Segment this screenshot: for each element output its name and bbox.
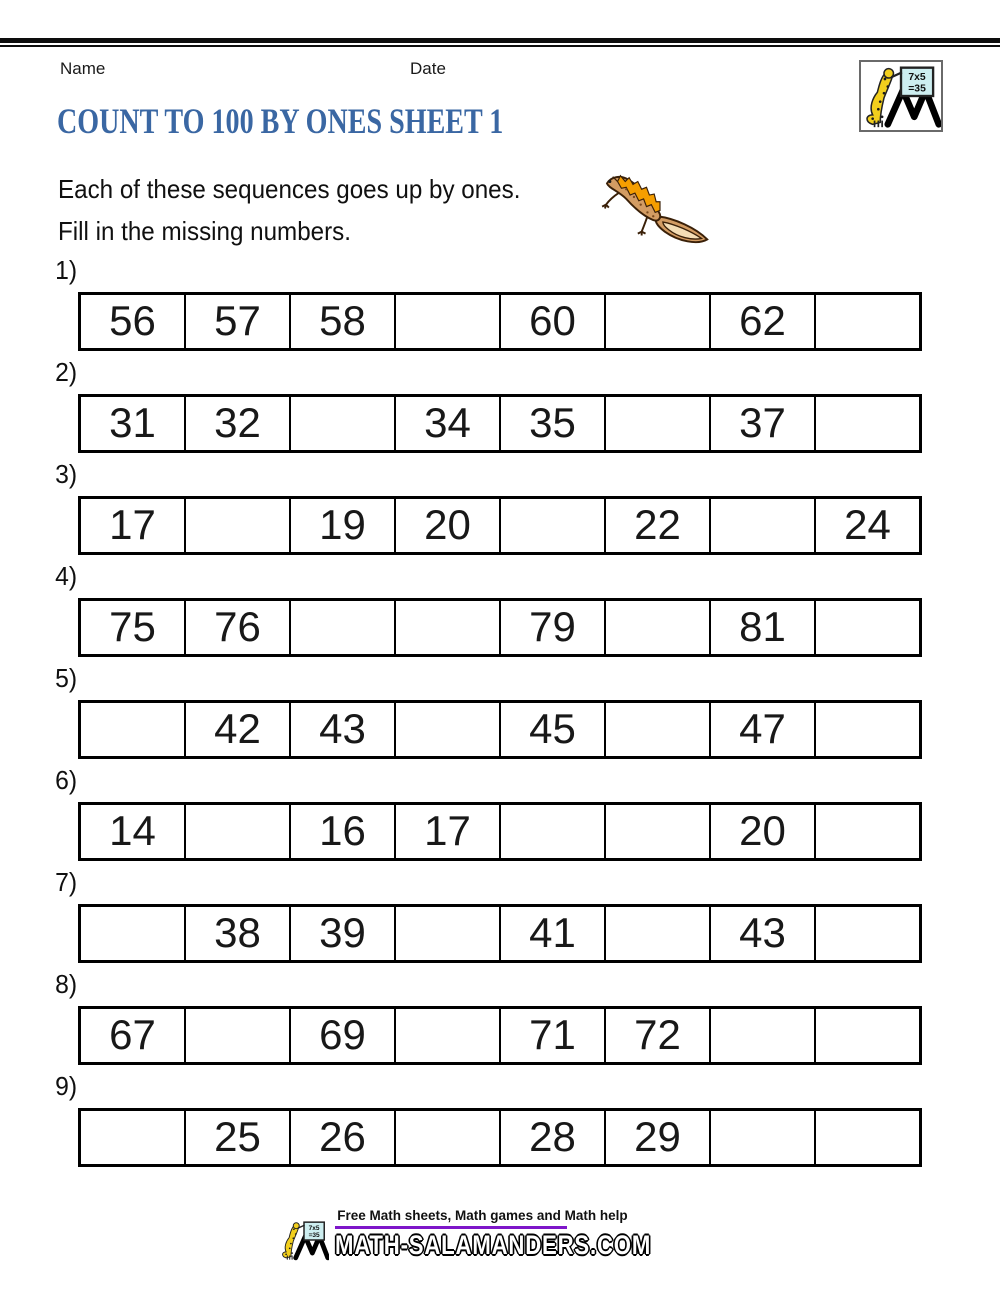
row-label: 7)	[55, 867, 78, 897]
sequence-cell: 62	[711, 295, 816, 348]
sequence-row-7	[0, 867, 1000, 963]
footer-divider	[335, 1226, 567, 1229]
sequence-cell-blank	[816, 397, 919, 450]
sequence-cell-blank	[711, 499, 816, 552]
number-strip	[78, 1108, 922, 1167]
sequence-cell: 47	[711, 703, 816, 756]
sequence-cell: 45	[501, 703, 606, 756]
number-strip	[78, 292, 922, 351]
sequence-cell-blank	[396, 601, 501, 654]
sequence-cell: 26	[291, 1111, 396, 1164]
footer	[0, 1208, 1000, 1268]
sequence-cell-blank	[81, 1111, 186, 1164]
sequence-cell-blank	[396, 1009, 501, 1062]
instruction-line-2: Fill in the missing numbers.	[58, 216, 351, 246]
row-label: 4)	[55, 561, 78, 591]
sequence-cell-blank	[396, 1111, 501, 1164]
sequence-cell: 72	[606, 1009, 711, 1062]
newt-eye	[608, 180, 611, 183]
sequence-cell: 43	[711, 907, 816, 960]
sequence-cell: 69	[291, 1009, 396, 1062]
sequence-cell: 22	[606, 499, 711, 552]
sequence-cell: 41	[501, 907, 606, 960]
sequence-row-4	[0, 561, 1000, 657]
salamander-easel-icon	[861, 62, 941, 130]
row-label: 2)	[55, 357, 78, 387]
sequence-cell: 81	[711, 601, 816, 654]
sequence-cell: 76	[186, 601, 291, 654]
row-label: 5)	[55, 663, 78, 693]
sequence-cell-blank	[186, 805, 291, 858]
sequence-cell-blank	[606, 397, 711, 450]
sequence-cell-blank	[501, 805, 606, 858]
sequence-cell-blank	[606, 907, 711, 960]
sequence-cell: 24	[844, 500, 891, 548]
sequence-cell-blank	[816, 907, 919, 960]
sequence-row-3	[0, 459, 1000, 555]
number-strip	[78, 700, 922, 759]
sequence-cell-blank	[816, 1009, 919, 1062]
sequence-cell: 20	[396, 499, 501, 552]
sequence-cell-blank	[606, 805, 711, 858]
sequence-row-8	[0, 969, 1000, 1065]
sequence-row-1	[0, 255, 1000, 351]
number-strip	[78, 598, 922, 657]
sequence-row-9	[0, 1071, 1000, 1167]
sequence-cell-blank	[81, 907, 186, 960]
sequence-cell-blank	[186, 1009, 291, 1062]
sequence-cell: 31	[81, 397, 186, 450]
sequence-cell-blank	[606, 295, 711, 348]
board-equation-line1: 7x5	[308, 1224, 320, 1232]
sequence-cell-blank	[291, 397, 396, 450]
sequence-cell: 29	[606, 1111, 711, 1164]
sequence-cell-blank	[396, 907, 501, 960]
sequence-cell: 75	[81, 601, 186, 654]
sequence-cell: 28	[501, 1111, 606, 1164]
row-label: 9)	[55, 1071, 78, 1101]
sequence-cell: 35	[501, 397, 606, 450]
row-label: 8)	[55, 969, 78, 999]
date-field-label: Date	[410, 59, 446, 78]
board-equation-line2: =35	[908, 83, 926, 95]
sequence-cell: 58	[291, 295, 396, 348]
row-label: 6)	[55, 765, 78, 795]
sequence-cell: 17	[81, 499, 186, 552]
sequence-cell: 43	[291, 703, 396, 756]
sequence-cell: 34	[396, 397, 501, 450]
row-label: 3)	[55, 459, 78, 489]
sequence-row-2	[0, 357, 1000, 453]
site-logo	[859, 60, 943, 132]
footer-tagline: Free Math sheets, Math games and Math help	[337, 1208, 628, 1223]
sequence-cell: 39	[291, 907, 396, 960]
newt-illustration	[596, 168, 724, 250]
sequence-cell-blank	[186, 499, 291, 552]
sequence-cell-blank	[711, 1111, 816, 1164]
sequence-cell: 20	[711, 805, 816, 858]
sequence-cell-blank	[396, 295, 501, 348]
sequence-cell: 17	[396, 805, 501, 858]
sequence-cell-blank	[606, 601, 711, 654]
sequence-cell-blank	[816, 1111, 919, 1164]
footer-salamander-easel-icon	[279, 1212, 329, 1268]
sequence-cell: 32	[186, 397, 291, 450]
top-divider	[0, 38, 1000, 47]
sequence-cell: 60	[501, 295, 606, 348]
sequence-cell: 57	[186, 295, 291, 348]
sequence-cell: 16	[291, 805, 396, 858]
sequence-cell-blank	[816, 601, 919, 654]
sequence-cell-blank	[291, 601, 396, 654]
board-equation-line1: 7x5	[908, 71, 926, 83]
sequence-cell: 56	[81, 295, 186, 348]
board-equation-line2: =35	[308, 1232, 320, 1240]
sequence-cell-blank	[816, 805, 919, 858]
site-wordmark: MATH-SALAMANDERS.COM	[335, 1230, 652, 1260]
sequence-cell: 79	[501, 601, 606, 654]
sequence-row-5	[0, 663, 1000, 759]
sequence-cell: 19	[291, 499, 396, 552]
footer-text-block	[335, 1208, 720, 1261]
number-strip	[78, 904, 922, 963]
number-strip	[78, 496, 922, 555]
sequence-cell: 71	[501, 1009, 606, 1062]
number-strip	[78, 1006, 922, 1065]
sequence-cell: 37	[711, 397, 816, 450]
sequence-cell-blank	[816, 703, 919, 756]
row-label: 1)	[55, 255, 78, 285]
sequence-cell-blank	[501, 499, 606, 552]
sequence-cell-blank	[396, 703, 501, 756]
sequence-cell-blank	[711, 1009, 816, 1062]
instructions	[58, 168, 520, 252]
instruction-line-1: Each of these sequences goes up by ones.	[58, 174, 521, 204]
sequence-row-6	[0, 765, 1000, 861]
sequence-cell: 38	[186, 907, 291, 960]
sequence-cell: 67	[81, 1009, 186, 1062]
sequence-cell: 25	[186, 1111, 291, 1164]
sequence-cell-blank	[816, 295, 919, 348]
number-strip	[78, 802, 922, 861]
sequence-sections	[0, 255, 1000, 1173]
sequence-cell: 14	[81, 805, 186, 858]
sequence-cell: 42	[186, 703, 291, 756]
sequence-cell-blank	[81, 703, 186, 756]
number-strip	[78, 394, 922, 453]
name-field-label: Name	[60, 59, 106, 78]
sequence-cell-blank	[606, 703, 711, 756]
page-title: COUNT TO 100 BY ONES SHEET 1	[57, 101, 504, 141]
